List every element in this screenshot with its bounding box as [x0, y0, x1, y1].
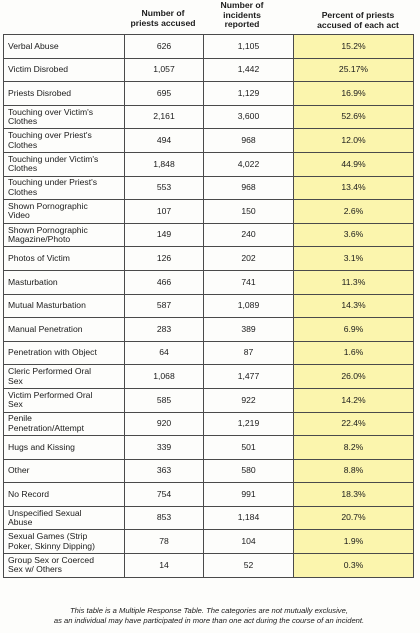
- act-label: Mutual Masturbation: [8, 300, 86, 311]
- incidents-reported-cell: 1,105: [204, 35, 294, 59]
- percent-cell: 16.9%: [294, 82, 414, 106]
- incidents-reported-cell: 104: [204, 530, 294, 554]
- act-label: Verbal Abuse: [8, 40, 59, 51]
- table-row: [4, 247, 414, 271]
- act-label: Clothes: [8, 186, 38, 197]
- priests-accused-cell: 466: [125, 270, 204, 294]
- priests-accused-cell: 107: [125, 200, 204, 224]
- table-row: [4, 129, 414, 153]
- table-row: [4, 223, 414, 247]
- percent-cell: 11.3%: [294, 270, 414, 294]
- percent-cell: 26.0%: [294, 365, 414, 389]
- header-line: accused of each act: [317, 19, 399, 30]
- act-label: Clothes: [8, 116, 38, 127]
- priests-accused-cell: 587: [125, 294, 204, 318]
- priests-accused-cell: 695: [125, 82, 204, 106]
- act-label: Sex: [8, 375, 23, 386]
- act-cell: [4, 247, 125, 271]
- header-percent-priests: [298, 11, 418, 30]
- act-cell: [4, 152, 125, 176]
- percent-cell: 25.17%: [294, 58, 414, 82]
- percent-cell: 14.2%: [294, 388, 414, 412]
- table-row: [4, 270, 414, 294]
- incidents-reported-cell: 501: [204, 436, 294, 460]
- act-label: Penetration/Attempt: [8, 422, 84, 433]
- act-cell: [4, 506, 125, 530]
- act-label: Video: [8, 210, 30, 221]
- priests-accused-cell: 553: [125, 176, 204, 200]
- incidents-reported-cell: 52: [204, 554, 294, 578]
- priests-accused-cell: 1,848: [125, 152, 204, 176]
- act-label: Cleric Performed Oral: [8, 366, 92, 377]
- act-label: Sex: [8, 399, 23, 410]
- percent-cell: 8.8%: [294, 459, 414, 483]
- table-row: [4, 176, 414, 200]
- act-label: Victim Disrobed: [8, 64, 69, 75]
- act-label: Abuse: [8, 517, 33, 528]
- table-row: [4, 105, 414, 129]
- incidents-reported-cell: 1,184: [204, 506, 294, 530]
- act-cell: [4, 530, 125, 554]
- table-body: [4, 35, 414, 578]
- percent-cell: 2.6%: [294, 200, 414, 224]
- priests-accused-cell: 920: [125, 412, 204, 436]
- act-cell: [4, 483, 125, 507]
- header-incidents-reported: [210, 1, 274, 30]
- act-cell: [4, 105, 125, 129]
- act-cell: [4, 270, 125, 294]
- act-cell: [4, 412, 125, 436]
- priests-accused-cell: 149: [125, 223, 204, 247]
- header-line: reported: [224, 19, 260, 30]
- act-label: Touching over Priest's: [8, 130, 92, 141]
- percent-cell: 3.6%: [294, 223, 414, 247]
- act-label: Other: [8, 465, 30, 476]
- priests-accused-cell: 126: [125, 247, 204, 271]
- table-row: [4, 318, 414, 342]
- incidents-reported-cell: 1,129: [204, 82, 294, 106]
- act-label: Touching over Victim's: [8, 106, 94, 117]
- percent-cell: 22.4%: [294, 412, 414, 436]
- percent-cell: 44.9%: [294, 152, 414, 176]
- act-cell: [4, 200, 125, 224]
- act-cell: [4, 554, 125, 578]
- table-row: [4, 82, 414, 106]
- priests-accused-cell: 1,057: [125, 58, 204, 82]
- act-cell: [4, 341, 125, 365]
- act-cell: [4, 223, 125, 247]
- act-label: Hugs and Kissing: [8, 441, 75, 452]
- incidents-reported-cell: 991: [204, 483, 294, 507]
- percent-cell: 18.3%: [294, 483, 414, 507]
- incidents-reported-cell: 150: [204, 200, 294, 224]
- table-row: [4, 365, 414, 389]
- table-row: [4, 388, 414, 412]
- incidents-reported-cell: 3,600: [204, 105, 294, 129]
- incidents-reported-cell: 389: [204, 318, 294, 342]
- percent-cell: 6.9%: [294, 318, 414, 342]
- percent-cell: 1.6%: [294, 341, 414, 365]
- abuse-acts-table: [3, 34, 414, 578]
- incidents-reported-cell: 4,022: [204, 152, 294, 176]
- act-label: Photos of Victim: [8, 252, 70, 263]
- table-row: [4, 58, 414, 82]
- priests-accused-cell: 754: [125, 483, 204, 507]
- act-cell: [4, 176, 125, 200]
- incidents-reported-cell: 87: [204, 341, 294, 365]
- incidents-reported-cell: 1,477: [204, 365, 294, 389]
- header-priests-accused: [122, 9, 204, 28]
- table-row: [4, 412, 414, 436]
- footnote-line: This table is a Multiple Response Table. The categories are not mutually exclusive,: [70, 606, 348, 615]
- act-label: Victim Performed Oral: [8, 389, 93, 400]
- act-cell: [4, 436, 125, 460]
- act-label: Penetration with Object: [8, 347, 97, 358]
- table-row: [4, 341, 414, 365]
- incidents-reported-cell: 1,219: [204, 412, 294, 436]
- priests-accused-cell: 64: [125, 341, 204, 365]
- table-footnote: [6, 606, 412, 626]
- table-row: [4, 483, 414, 507]
- percent-cell: 1.9%: [294, 530, 414, 554]
- act-label: Poker, Skinny Dipping): [8, 540, 95, 551]
- table-row: [4, 506, 414, 530]
- priests-accused-cell: 626: [125, 35, 204, 59]
- act-label: Unspecified Sexual: [8, 507, 82, 518]
- table-row: [4, 35, 414, 59]
- act-label: Touching under Victim's: [8, 153, 99, 164]
- percent-cell: 15.2%: [294, 35, 414, 59]
- incidents-reported-cell: 240: [204, 223, 294, 247]
- act-label: No Record: [8, 488, 50, 499]
- priests-accused-cell: 283: [125, 318, 204, 342]
- act-label: Penile: [8, 413, 32, 424]
- act-label: Group Sex or Coerced: [8, 554, 94, 565]
- act-label: Sex w/ Others: [8, 564, 62, 575]
- act-cell: [4, 294, 125, 318]
- incidents-reported-cell: 202: [204, 247, 294, 271]
- table-row: [4, 152, 414, 176]
- act-cell: [4, 459, 125, 483]
- header-line: Percent of priests: [321, 10, 395, 20]
- act-label: Clothes: [8, 163, 38, 174]
- priests-accused-cell: 14: [125, 554, 204, 578]
- act-cell: [4, 365, 125, 389]
- table-row: [4, 530, 414, 554]
- percent-cell: 12.0%: [294, 129, 414, 153]
- priests-accused-cell: 78: [125, 530, 204, 554]
- table-row: [4, 436, 414, 460]
- priests-accused-cell: 853: [125, 506, 204, 530]
- incidents-reported-cell: 968: [204, 129, 294, 153]
- act-cell: [4, 35, 125, 59]
- percent-cell: 20.7%: [294, 506, 414, 530]
- table-row: [4, 459, 414, 483]
- header-line: Number of: [220, 0, 264, 10]
- incidents-reported-cell: 580: [204, 459, 294, 483]
- header-line: incidents: [223, 9, 261, 20]
- act-cell: [4, 388, 125, 412]
- footnote-line: as an individual may have participated in more than one act during the course of an incident.: [53, 616, 365, 625]
- act-label: Manual Penetration: [8, 323, 83, 334]
- act-cell: [4, 58, 125, 82]
- table-row: [4, 554, 414, 578]
- table-row: [4, 294, 414, 318]
- percent-cell: 14.3%: [294, 294, 414, 318]
- act-cell: [4, 318, 125, 342]
- priests-accused-cell: 363: [125, 459, 204, 483]
- percent-cell: 8.2%: [294, 436, 414, 460]
- incidents-reported-cell: 968: [204, 176, 294, 200]
- incidents-reported-cell: 922: [204, 388, 294, 412]
- act-label: Shown Pornographic: [8, 201, 88, 212]
- incidents-reported-cell: 1,442: [204, 58, 294, 82]
- priests-accused-cell: 1,068: [125, 365, 204, 389]
- priests-accused-cell: 494: [125, 129, 204, 153]
- act-label: Priests Disrobed: [8, 87, 72, 98]
- act-label: Sexual Games (Strip: [8, 531, 88, 542]
- priests-accused-cell: 2,161: [125, 105, 204, 129]
- percent-cell: 3.1%: [294, 247, 414, 271]
- act-cell: [4, 82, 125, 106]
- act-label: Shown Pornographic: [8, 224, 88, 235]
- percent-cell: 0.3%: [294, 554, 414, 578]
- percent-cell: 13.4%: [294, 176, 414, 200]
- percent-cell: 52.6%: [294, 105, 414, 129]
- priests-accused-cell: 585: [125, 388, 204, 412]
- header-line: priests accused: [130, 17, 196, 28]
- act-label: Masturbation: [8, 276, 58, 287]
- table-row: [4, 200, 414, 224]
- act-label: Clothes: [8, 139, 38, 150]
- act-cell: [4, 129, 125, 153]
- header-line: Number of: [141, 8, 185, 18]
- incidents-reported-cell: 741: [204, 270, 294, 294]
- act-label: Magazine/Photo: [8, 234, 71, 245]
- act-label: Touching under Priest's: [8, 177, 98, 188]
- priests-accused-cell: 339: [125, 436, 204, 460]
- incidents-reported-cell: 1,089: [204, 294, 294, 318]
